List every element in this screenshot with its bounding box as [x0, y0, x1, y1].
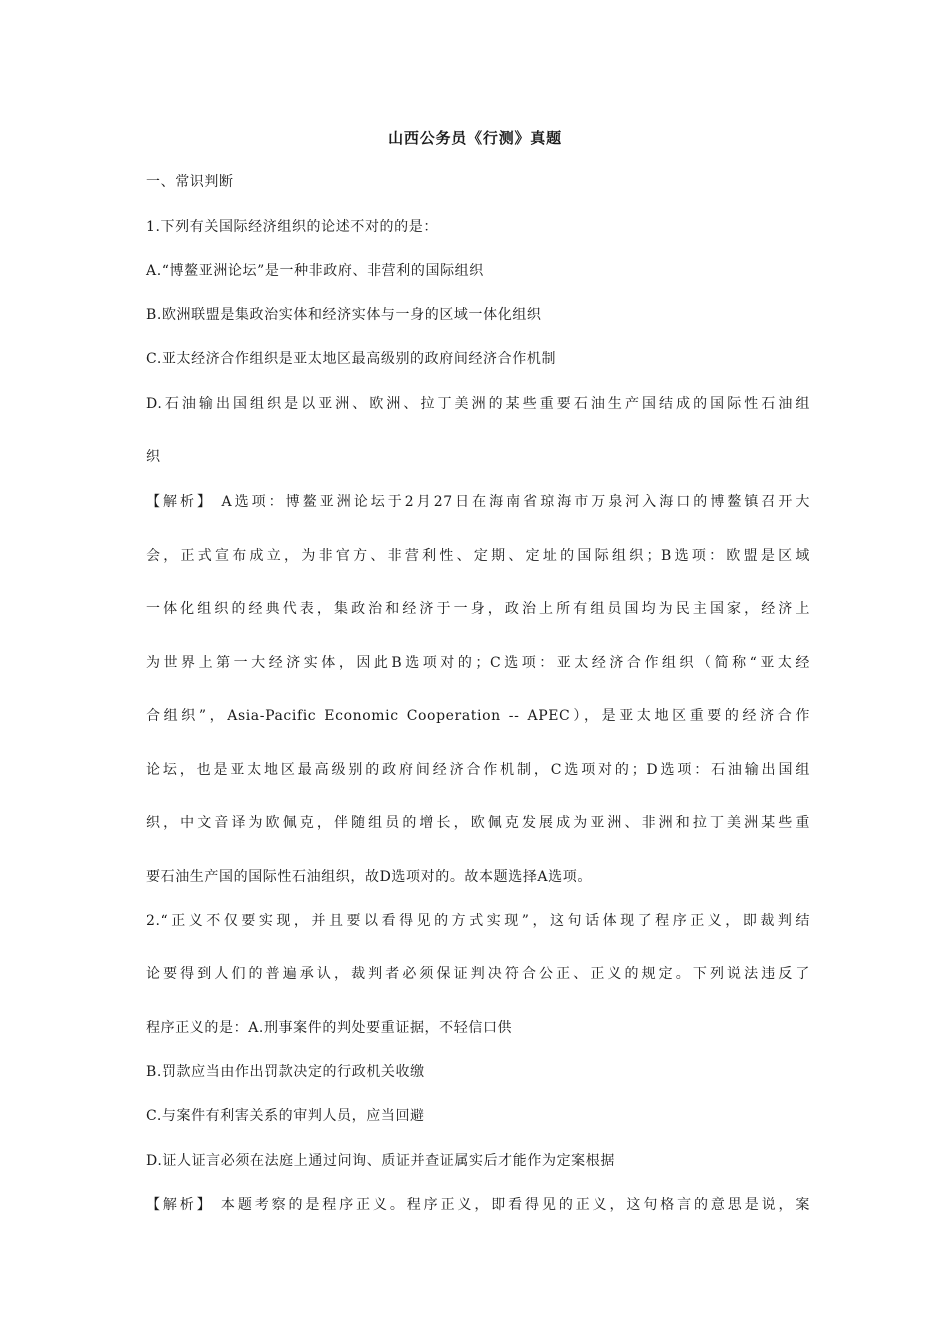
q2-option-c: C.与案件有利害关系的审判人员，应当回避	[146, 1108, 425, 1124]
q1-analysis-line6: 论坛，也是亚太地区最高级别的政府间经济合作机制，C选项对的；D选项：石油输出国组	[146, 762, 810, 778]
q2-stem-line3: 程序正义的是：A.刑事案件的判处要重证据，不轻信口供	[146, 1020, 513, 1036]
q1-analysis-line4: 为世界上第一大经济实体，因此B选项对的；C选项：亚太经济合作组织（简称“亚太经	[146, 655, 810, 671]
q1-analysis-line2: 会，正式宣布成立，为非官方、非营利性、定期、定址的国际组织；B选项：欧盟是区域	[146, 548, 810, 564]
q1-option-b: B.欧洲联盟是集政治实体和经济实体与一身的区域一体化组织	[146, 307, 542, 323]
q1-option-d-line1: D.石油输出国组织是以亚洲、欧洲、拉丁美洲的某些重要石油生产国结成的国际性石油组	[146, 396, 810, 412]
q2-stem-line1: 2.“正义不仅要实现，并且要以看得见的方式实现”，这句话体现了程序正义，即裁判结	[146, 913, 810, 929]
q1-option-c: C.亚太经济合作组织是亚太地区最高级别的政府间经济合作机制	[146, 351, 557, 367]
section-heading: 一、常识判断	[146, 174, 234, 190]
q2-analysis-line1: 【解析】 本题考察的是程序正义。程序正义，即看得见的正义，这句格言的意思是说，案	[146, 1197, 810, 1213]
q2-option-b: B.罚款应当由作出罚款决定的行政机关收缴	[146, 1064, 425, 1080]
q1-analysis-line7: 织，中文音译为欧佩克，伴随组员的增长，欧佩克发展成为亚洲、非洲和拉丁美洲某些重	[146, 815, 810, 831]
q1-analysis-line3: 一体化组织的经典代表，集政治和经济于一身，政治上所有组员国均为民主国家，经济上	[146, 601, 810, 617]
q2-option-d: D.证人证言必须在法庭上通过问询、质证并查证属实后才能作为定案根据	[146, 1153, 615, 1169]
page-title: 山西公务员《行测》真题	[388, 129, 562, 147]
q1-analysis-line8: 要石油生产国的国际性石油组织，故D选项对的。故本题选择A选项。	[146, 869, 592, 885]
q1-stem: 1.下列有关国际经济组织的论述不对的的是：	[146, 219, 438, 235]
q1-analysis-line1: 【解析】 A选项：博鳌亚洲论坛于2月27日在海南省琼海市万泉河入海口的博鳌镇召开大	[146, 494, 810, 510]
q1-option-a: A.“博鳌亚洲论坛”是一种非政府、非营利的国际组织	[146, 263, 484, 279]
q1-analysis-line5: 合组织”，Asia-Pacific Economic Cooperation -- APEC），是亚太地区重要的经济合作	[146, 708, 810, 724]
q2-stem-line2: 论要得到人们的普遍承认，裁判者必须保证判决符合公正、正义的规定。下列说法违反了	[146, 966, 810, 982]
q1-option-d-line2: 织	[146, 449, 161, 465]
